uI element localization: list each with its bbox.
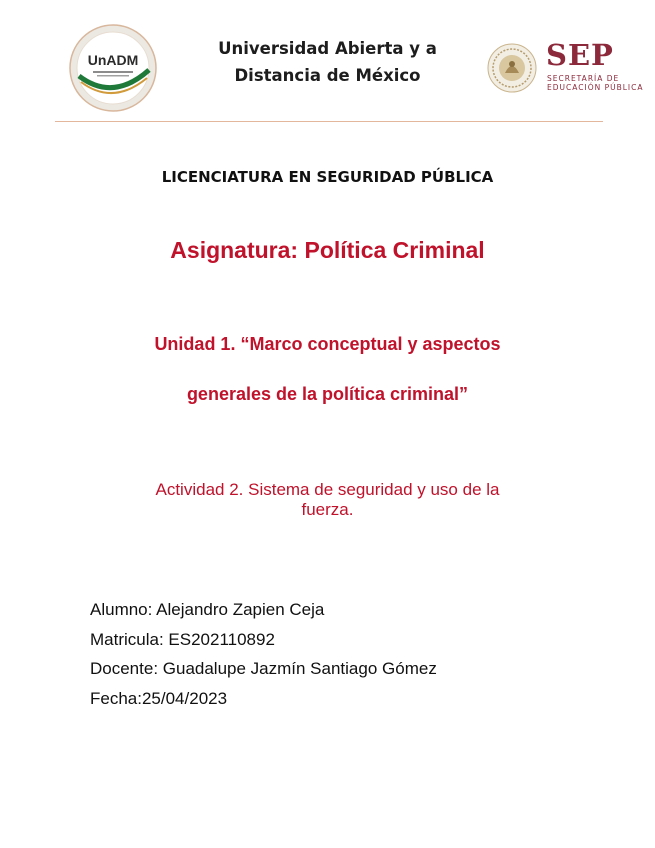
degree-title: LICENCIATURA EN SEGURIDAD PÚBLICA: [161, 168, 494, 186]
institution-title: [200, 35, 455, 89]
header-divider: [55, 121, 603, 122]
unit-title-line-1: Unidad 1. “Marco conceptual y aspectos: [154, 334, 501, 354]
unit-title: [90, 319, 565, 419]
institution-line-2: Distancia de México: [234, 66, 421, 85]
subject-title: Asignatura: Política Criminal: [170, 237, 485, 263]
submission-date: Fecha:25/04/2023: [90, 688, 228, 708]
unadm-logo: [69, 24, 157, 112]
enrollment-number: Matricula: ES202110892: [90, 629, 275, 649]
activity-title: [120, 480, 535, 520]
activity-title-line-1: Actividad 2. Sistema de seguridad y uso de la: [155, 480, 500, 499]
sep-subtitle-line-2: EDUCACIÓN PÚBLICA: [547, 83, 644, 92]
sep-seal-icon: [487, 43, 537, 93]
unit-title-line-2: generales de la política criminal”: [186, 384, 469, 404]
student-name: Alumno: Alejandro Zapien Ceja: [90, 600, 325, 619]
institution-line-1: Universidad Abierta y a: [218, 39, 437, 58]
teacher-name: Docente: Guadalupe Jazmín Santiago Gómez: [90, 659, 437, 678]
unadm-logo-text: UnADM: [87, 52, 139, 68]
student-details: [90, 595, 590, 713]
sep-subtitle-line-1: SECRETARÍA DE: [547, 74, 620, 83]
activity-title-line-2: fuerza.: [301, 500, 354, 519]
sep-acronym: SEP: [546, 38, 614, 72]
sep-subtitle: [547, 74, 644, 92]
